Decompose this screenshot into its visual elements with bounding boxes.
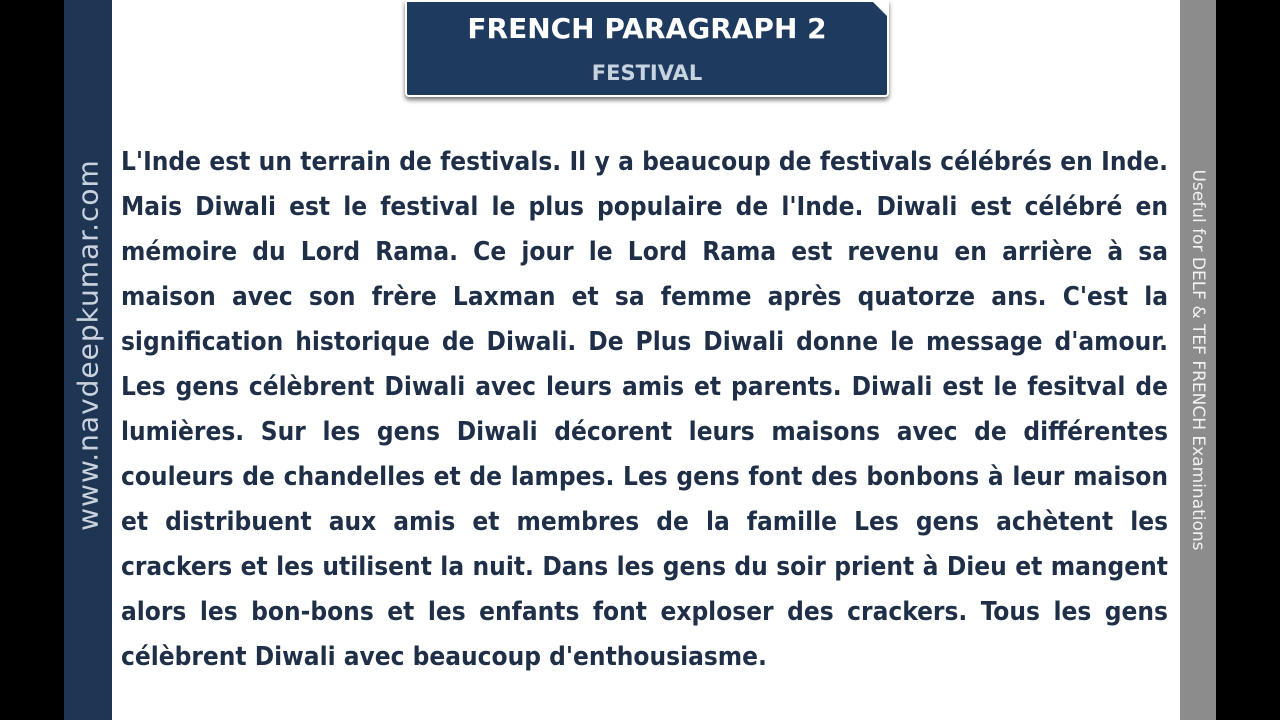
french-paragraph: L'Inde est un terrain de festivals. Il y a beaucoup de festivals célébrés en Inde. Mais Diwali est le festival le plus populaire de l'Inde. Diwali est célébré en mémoire du Lord Rama. Ce jour le Lord Rama est revenu en arrière à sa maison avec son frère Laxman et sa femme après quatorze ans. C'est la signification historique de Diwali. De Plus Diwali donne le message d'amour. Les gens célèbrent Diwali avec leurs amis et parents. Diwali est le fesitval de lumières. Sur les gens Diwali décorent leurs maisons avec de différentes couleurs de chandelles et de lampes. Les gens font des bonbons à leur maison et distribuent aux amis et membres de la famille Les gens achètent les crackers et les utilisent la nuit. Dans les gens du soir prient à Dieu et mangent alors les bon-bons et les enfants font exploser des crackers. Tous les gens célèbrent Diwali avec beaucoup d'enthousiasme. bbox=[121, 147, 1168, 672]
page-subtitle: FESTIVAL bbox=[591, 61, 703, 85]
website-url: www.navdeepkumar.com bbox=[71, 159, 105, 531]
exam-note: Useful for DELF & TEF FRENCH Examinations bbox=[1188, 169, 1208, 551]
page-title: FRENCH PARAGRAPH 2 bbox=[467, 12, 827, 45]
title-banner bbox=[405, 0, 889, 97]
